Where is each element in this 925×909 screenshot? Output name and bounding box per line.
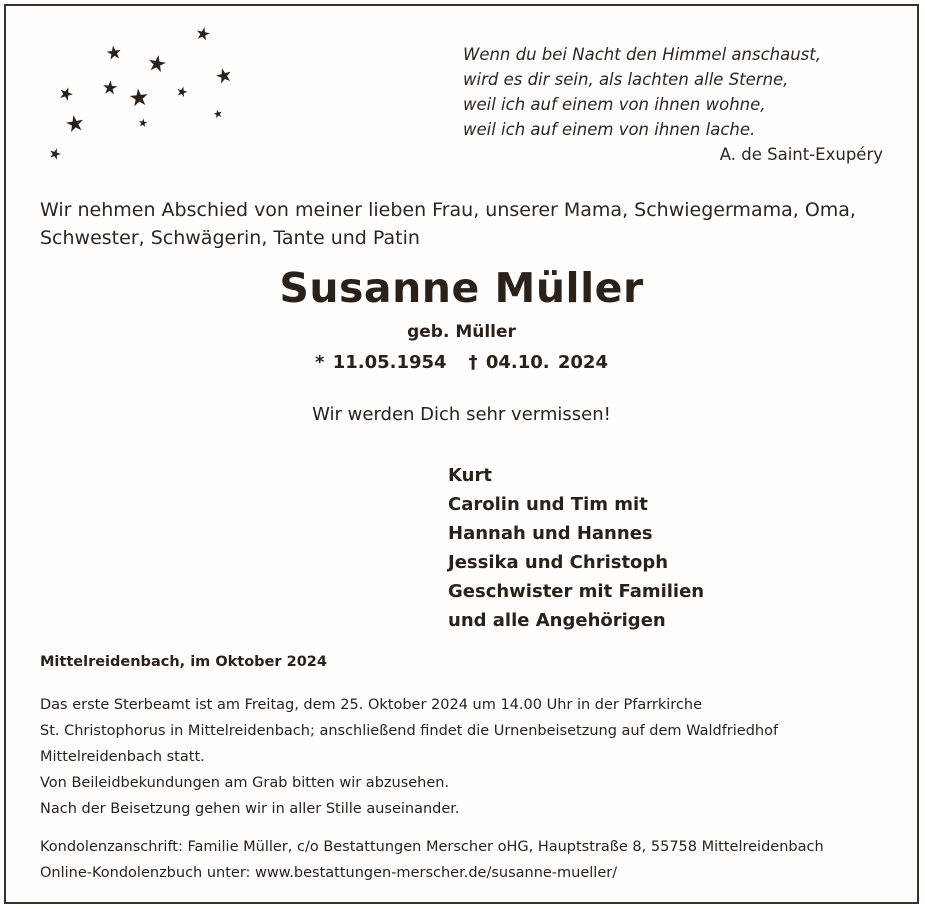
deceased-name: Susanne Müller: [279, 264, 644, 312]
birth-date: * 11.05.1954: [315, 352, 447, 373]
mourner-item: Carolin und Tim mit: [448, 494, 648, 515]
death-date: † 04.10. 2024: [468, 352, 608, 373]
quote-block: [463, 42, 883, 167]
intro-line-1: Wir nehmen Abschied von meiner lieben Frau, unserer Mama, Schwiegermama, Oma,: [40, 199, 856, 221]
obituary-card: [4, 4, 919, 904]
mourner-item: und alle Angehörigen: [448, 610, 666, 631]
life-dates: [6, 352, 917, 373]
mourner-item: Geschwister mit Familien: [448, 581, 705, 602]
quote-line: wird es dir sein, als lachten alle Sterne,: [463, 70, 789, 89]
mourners-list: [448, 461, 704, 635]
intro-text: [40, 196, 900, 252]
service-line: Nach der Beisetzung gehen wir in aller Stille auseinander.: [40, 801, 460, 817]
contact-details: [40, 834, 910, 886]
mourner-item: Hannah und Hannes: [448, 523, 653, 544]
quote-author: A. de Saint-Exupéry: [719, 145, 883, 164]
intro-line-2: Schwester, Schwägerin, Tante und Patin: [40, 227, 420, 249]
service-line: Das erste Sterbeamt ist am Freitag, dem 25. Oktober 2024 um 14.00 Uhr in der Pfarrkirche: [40, 697, 703, 713]
service-line: Mittelreidenbach statt.: [40, 749, 205, 765]
quote-line: Wenn du bei Nacht den Himmel anschaust,: [463, 45, 821, 64]
mourner-item: Jessika und Christoph: [448, 552, 669, 573]
online-condolence-book: Online-Kondolenzbuch unter: www.bestattungen-merscher.de/susanne-mueller/: [40, 865, 618, 881]
service-details: [40, 692, 900, 822]
maiden-name: geb. Müller: [407, 322, 516, 342]
service-line: Von Beileidbekundungen am Grab bitten wir abzusehen.: [40, 775, 450, 791]
condolence-address: Kondolenzanschrift: Familie Müller, c/o Bestattungen Merscher oHG, Hauptstraße 8, 55758 Mittelreidenbach: [40, 839, 824, 855]
quote-line: weil ich auf einem von ihnen wohne,: [463, 95, 766, 114]
mourner-item: Kurt: [448, 465, 492, 486]
stars-icon: [42, 20, 242, 170]
farewell-message: Wir werden Dich sehr vermissen!: [312, 404, 611, 425]
place-date: Mittelreidenbach, im Oktober 2024: [40, 654, 327, 670]
service-line: St. Christophorus in Mittelreidenbach; anschließend findet die Urnenbeisetzung auf dem Waldfriedhof: [40, 723, 779, 739]
quote-line: weil ich auf einem von ihnen lache.: [463, 120, 756, 139]
